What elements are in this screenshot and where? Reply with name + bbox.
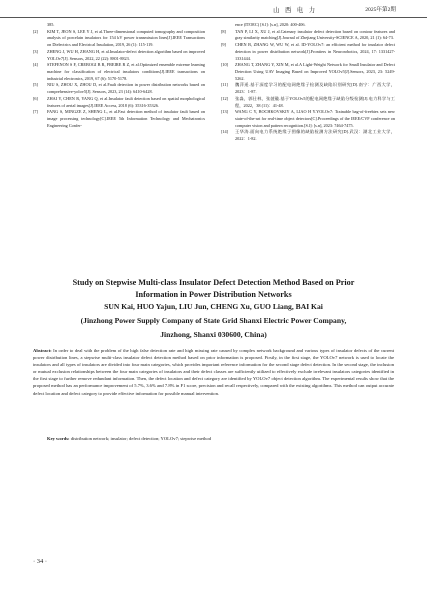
reference-item: ence (ITOEC) [S.l]: [s.n], 2020: 400-406. xyxy=(235,22,306,27)
abstract xyxy=(33,347,394,397)
abstract-text: In order to deal with the problem of the high false detection rate and high missing rate caused by complex network background and various types of insulator defects of the current power distribution lines, a stepwise multi-class insulator defect detection method based on prior information is proposed. Firstly, in the first stage, the YOLOv7 network is used to locate the insulators and all types of insulators are divided into four main categories, which provides important reference information for the second stage defect detection. In the second stage, the inclusion or mutual exclusion relationships between the four main categories of insulators and their defect classes are sufficiently utilized to effectively exclude irrelevant insulators categories identified in the first stage to further remove redundant information. Then, the defect location and defect category are identified by YOLOv7 object detection algorithm. The experimental results show that the proposed method has an performance improvement of 5.7%, 3.6% and 7.8% in F1 score, precision and recall respectively, compared with the existing algorithms. This method can output accurate defect location and defect category to provide effective information for possible manual intervention. xyxy=(33,348,394,396)
reference-item: [9] CHEN B, ZHANG W, WU W, et al. ID-YOLOv7: an efficient method for insulator defect detection in power distribution network[J].Frontiers in Neurorobotics, 2024, 17: 1331427-1331444. xyxy=(221,42,395,61)
page-header xyxy=(0,0,427,18)
reference-item: [12] 张淼，郭仕林，张菠璇.基于YOLOv5的配电网绝缘子缺陷分级检测[J].电力科学与工程，2022，38 (11)：41-48. xyxy=(221,95,395,108)
journal-name: 山 西 电 力 xyxy=(273,7,317,14)
english-title-line: Information in Power Distribution Networks xyxy=(135,289,292,299)
reference-item: [2] KIM T, JEON S, LEE Y J, et al.Three-dimensional computed tomography and composition analysis of porcelain insulators for 154 kV power transmission lines[J].IEEE Transactions on Dielectrics and Electrical Insulation, 2019, 26 (1): 115-119. xyxy=(33,28,205,48)
reference-item: [14] 王华涛.面向电力系统绝缘子图像的缺陷检测方法研究[D].武汉：湖北工业大学，2022：1-82. xyxy=(221,129,395,142)
page-number: · 34 · xyxy=(33,558,48,565)
reference-item: [8] TAN P, LI X, XU J, et al.Catenary insulator defect detection based on contour features and gray similarity matching[J].Journal of Zhejiang University-SCIENCE A, 2020, 21 (1): 64-73. xyxy=(221,28,395,41)
references-left-column xyxy=(33,22,205,129)
reference-item: [7] FANG S, MINGZE Z, SHENG L, et al.Fast detection method of insulator fault based on image processing technology[C].IEEE 5th Information Technology and Mechatronics Engineering Confer- xyxy=(33,109,205,128)
reference-item: [5] NIU S, ZHOU X, ZHOU D, et al.Fault detection in power distribution networks based on comprehensive-yolov5[J]. Sensors, 2023, 23 (14): 6410-6428. xyxy=(33,82,205,95)
affiliation-city: Jinzhong, Shanxi 030600, China) xyxy=(160,330,267,339)
issue-label: 2025年第2期 xyxy=(365,7,396,13)
authors: SUN Kai, HUO Yajun, LIU Jun, CHENG Xu, GUO Liang, BAI Kai xyxy=(104,302,323,311)
reference-item: [4] STEFENON S F, CREBOGI B R, FREIRE R Z, et al.Optimized ensemble extreme learning machine for classification of electrical insulators conditions[J].IEEE transactions on industrial electronics, 2019, 67 (6): 5170-5178. xyxy=(33,62,205,81)
reference-item: [11] 魏萍遥.基于深度学习的配电网绝缘子检测及缺陷识别研究[D].南宁：广西大学，2023：1-87. xyxy=(221,82,395,95)
reference-item: [6] ZHAI Y, CHEN R, YANG Q, et al.Insulator fault detection based on spatial morphological features of aerial images[J].IEEE Access, 2018 (6): 35316-35326. xyxy=(33,95,205,108)
english-title xyxy=(30,277,397,300)
references-right-column xyxy=(221,22,395,143)
abstract-label: Abstract: xyxy=(33,348,52,353)
reference-item: [3] ZHENG J, WU H, ZHANG H, et al.Insulator-defect detection algorithm based on improved YOLOv7[J]. Sensors, 2022, 22 (22): 8801-8823. xyxy=(33,48,205,61)
keywords-label: Key words: xyxy=(47,436,70,441)
affiliation: (Jinzhong Power Supply Company of State Grid Shanxi Electric Power Company, xyxy=(80,316,347,325)
english-title-line: Study on Stepwise Multi-class Insulator Defect Detection Method Based on Prior xyxy=(72,278,355,287)
reference-item: [10] ZHANG T, ZHANG Y, XIN M, et al.A Light-Weight Network for Small Insulator and Defect Detection Using UAV Imaging Based on Improved YOLOv5[J].Sensors, 2023, 23: 5249-5262. xyxy=(221,62,395,81)
reference-item: 385. xyxy=(47,22,55,27)
reference-item: [13] WANG C Y, BOCHKOVSKIY A, LIAO H Y.YOLOv7: Trainable bag-of-freebies sets new state-of-the-art for real-time object detectors[C].Proceedings of the IEEE/CVF conference on computer vision and pattern recognition.[S.l]: [s.n], 2023: 7464-7475. xyxy=(221,109,395,128)
keywords-text: distribution network; insulator; defect detection; YOLOv7; stepwise method xyxy=(70,436,212,441)
keywords xyxy=(47,435,394,442)
